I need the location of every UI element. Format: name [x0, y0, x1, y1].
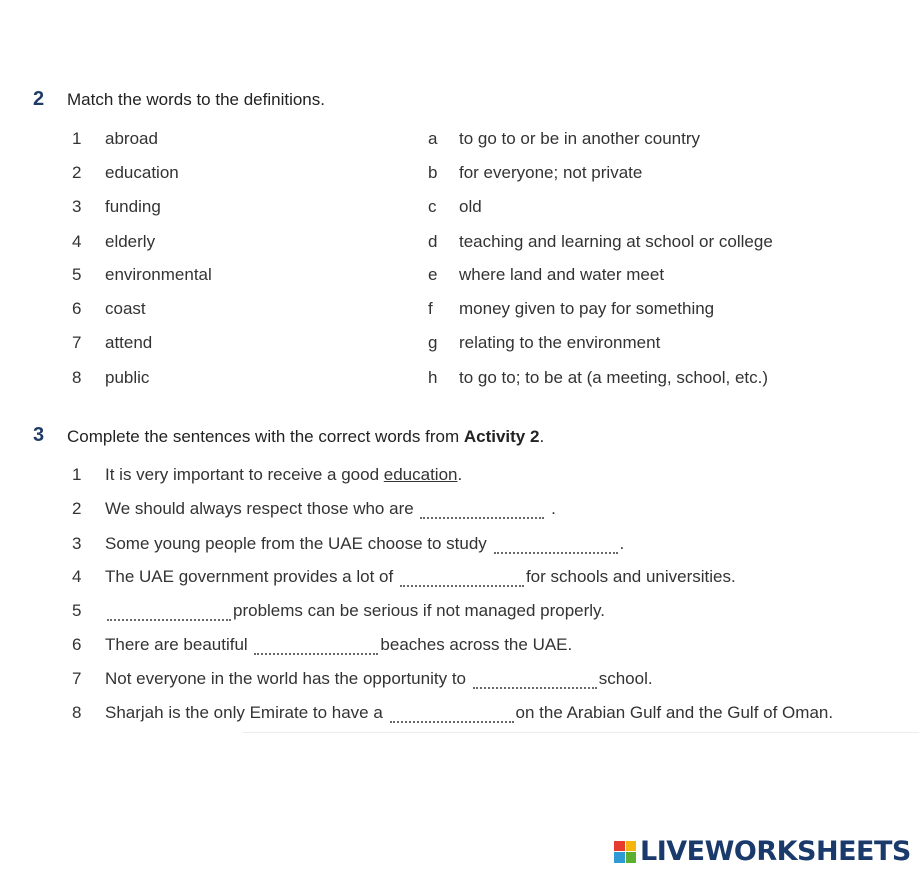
- sentence: [105, 635, 572, 655]
- item-number: 2: [72, 499, 82, 518]
- definition-text: to go to; to be at (a meeting, school, etc.): [459, 368, 769, 387]
- item-number: 7: [72, 669, 82, 688]
- divider: [243, 732, 919, 733]
- section-2-title: Match the words to the definitions.: [67, 90, 325, 109]
- title-end: .: [539, 427, 545, 446]
- definition-letter: a: [428, 129, 438, 148]
- sentence: [105, 499, 556, 519]
- vocab-word: environmental: [105, 265, 212, 284]
- sentence-start: Some young people from the UAE choose to study: [105, 534, 492, 553]
- vocab-word: education: [105, 163, 179, 182]
- definition-letter: c: [428, 197, 437, 216]
- section-3-number: 3: [33, 424, 45, 446]
- vocab-word: attend: [105, 333, 153, 352]
- item-number: 7: [72, 333, 82, 352]
- title-text: Complete the sentences with the correct words from: [67, 427, 464, 446]
- vocab-word: abroad: [105, 129, 158, 148]
- definition-letter: d: [428, 232, 438, 251]
- definition-text: where land and water meet: [459, 265, 665, 284]
- item-number: 8: [72, 368, 82, 387]
- sentence-start: Not everyone in the world has the opportunity to: [105, 669, 471, 688]
- item-number: 3: [72, 197, 82, 216]
- answer-blank-input[interactable]: [390, 707, 514, 723]
- definition-text: relating to the environment: [459, 333, 661, 352]
- item-number: 1: [72, 129, 82, 148]
- answer-blank-input[interactable]: [494, 538, 618, 554]
- sentence-end: on the Arabian Gulf and the Gulf of Oman.: [515, 703, 834, 722]
- sentence: [105, 534, 624, 554]
- definition-letter: h: [428, 368, 438, 387]
- sentence-start: There are beautiful: [105, 635, 253, 654]
- sentence-end: school.: [598, 669, 653, 688]
- definition-text: for everyone; not private: [459, 163, 643, 182]
- vocab-word: coast: [105, 299, 146, 318]
- sentence-end: .: [619, 534, 625, 553]
- definition-letter: g: [428, 333, 438, 352]
- definition-text: money given to pay for something: [459, 299, 715, 318]
- item-number: 6: [72, 635, 82, 654]
- item-number: 5: [72, 265, 82, 284]
- sentence-end: .: [546, 499, 556, 518]
- answer-blank-input[interactable]: [473, 673, 597, 689]
- item-number: 4: [72, 567, 82, 586]
- vocab-word: funding: [105, 197, 161, 216]
- sentence: [105, 703, 833, 723]
- item-number: 5: [72, 601, 82, 620]
- sentence-end: problems can be serious if not managed properly.: [233, 601, 605, 620]
- title-bold: Activity 2: [463, 427, 540, 446]
- sentence: [105, 465, 462, 485]
- vocab-word: public: [105, 368, 150, 387]
- definition-letter: f: [428, 299, 433, 318]
- vocab-word: elderly: [105, 232, 156, 251]
- definition-letter: b: [428, 163, 438, 182]
- sentence-end: beaches across the UAE.: [380, 635, 573, 654]
- answer-blank-input[interactable]: [107, 605, 231, 621]
- answer-blank-input[interactable]: [420, 503, 544, 519]
- item-number: 1: [72, 465, 82, 484]
- item-number: 2: [72, 163, 82, 182]
- item-number: 4: [72, 232, 82, 251]
- item-number: 8: [72, 703, 82, 722]
- answer-blank-input[interactable]: [400, 571, 524, 587]
- sentence: [105, 669, 653, 689]
- answer-blank-input[interactable]: [254, 639, 378, 655]
- item-number: 3: [72, 534, 82, 553]
- item-number: 6: [72, 299, 82, 318]
- section-2-number: 2: [33, 88, 45, 110]
- logo-text: LIVEWORKSHEETS: [640, 836, 911, 867]
- sentence-end: for schools and universities.: [525, 567, 736, 586]
- definition-letter: e: [428, 265, 438, 284]
- definition-text: to go to or be in another country: [459, 129, 700, 148]
- definition-text: old: [459, 197, 482, 216]
- logo-icon: [614, 841, 636, 863]
- liveworksheets-logo: [614, 836, 911, 867]
- section-3-title: [67, 427, 544, 447]
- sentence: [105, 601, 605, 621]
- sentence-start: The UAE government provides a lot of: [105, 567, 398, 586]
- sentence-start: We should always respect those who are: [105, 499, 419, 518]
- sentence-start: It is very important to receive a good: [105, 465, 384, 484]
- sentence-end: .: [457, 465, 463, 484]
- sentence: [105, 567, 736, 587]
- sentence-start: Sharjah is the only Emirate to have a: [105, 703, 388, 722]
- definition-text: teaching and learning at school or college: [459, 232, 773, 251]
- example-answer: education: [383, 465, 458, 484]
